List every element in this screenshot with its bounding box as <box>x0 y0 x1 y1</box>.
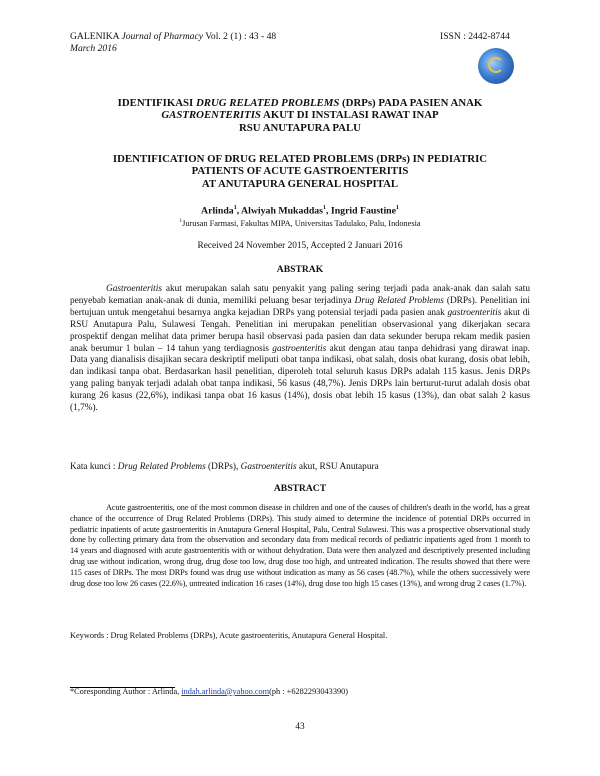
issn: ISSN : 2442-8744 <box>440 31 510 42</box>
title-en-line2: PATIENTS OF ACUTE GASTROENTERITIS <box>191 165 409 178</box>
abstract-body: Acute gastroenteritis, one of the most common disease in children and one of the causes of children's death in the world, has a great chance of the occurrence of Drug Related Problems (DRPs). This study aimed to determine the incidence of potential DRPs occurred in pediatric inpatients of acute gastroenteritis in Anutapura General Hospital, Palu, Central Sulawesi. This was a prospective observational study done by collecting primary data from the observation and secondary data from medical records of pediatric inpatients aged from 1 month to 14 years and diagnosed with acute gastroenteritis with or without dehydration. Data were then analyzed and descriptively presented including drug use without indication, wrong drug, drug dose too low, drug dose too high, and untreated indication. The results showed that there were 115 cases of DRPs. The most DRPs found was drug use without indication as many as 56 cases (48.7%), while the others successively were drug dose too low 26 cases (22.6%), untreated indication 16 cases (14%), drug dose too high 15 cases (13%), and wrong drug 2 cases (1.7%). <box>70 503 530 588</box>
title-en-line1: IDENTIFICATION OF DRUG RELATED PROBLEMS (DRPs) IN PEDIATRIC <box>112 153 488 165</box>
abstrak-text: (DRPs). Penelitian ini bertujuan untuk mengetahui besarnya angka kejadian DRPs yang potensial terjadi pada pasien anak <box>70 295 531 318</box>
kata-kunci-text: akut, RSU Anutapura <box>296 462 379 472</box>
kata-kunci-term: Drug Related Problems <box>117 462 206 472</box>
title-id-part: AKUT DI INSTALASI RAWAT INAP <box>260 109 439 122</box>
title-id-line3: RSU ANUTAPURA PALU <box>239 121 361 134</box>
abstrak-text: akut di RSU Anutapura Palu, Sulawesi Tengah. Penelitian ini merupakan penelitian observasional yang dikerjakan secara prospektif dengan melihat data primer berupa hasil observasi pada pasien dan data sekunder berupa rekam medik pasien anak berumur 1 bulan – 14 tahun yang terdiagnosis <box>70 307 530 354</box>
affiliation-text: Jurusan Farmasi, Fakultas MIPA, Universitas Tadulako, Palu, Indonesia <box>182 218 421 228</box>
journal-volume: Vol. 2 (1) : 43 - 48 <box>202 31 277 42</box>
logo-swirl <box>488 57 504 73</box>
page-number: 43 <box>295 722 305 732</box>
kata-kunci-label: Kata kunci : <box>70 462 118 472</box>
abstrak-text: akut merupakan salah satu penyakit yang paling sering terjadi pada anak-anak dan salah satu penyebab kematian anak-anak di dunia, memiliki peluang besar terjadinya <box>70 284 531 306</box>
author-3: Ingrid Faustine <box>330 205 396 217</box>
author-sup: 1 <box>233 205 237 211</box>
author-sup: 1 <box>395 205 399 211</box>
title-en <box>60 153 540 190</box>
footnote <box>70 687 348 696</box>
abstrak-term: Gastroenteritis <box>106 284 162 294</box>
title-id-part: GASTROENTERITIS <box>161 109 261 122</box>
title-id-part: (DRPs) PADA PASIEN ANAK <box>339 97 483 109</box>
author-1: Arlinda <box>201 205 234 217</box>
keywords: Keywords : Drug Related Problems (DRPs), Acute gastroenteritis, Anutapura General Hospital. <box>70 631 388 640</box>
title-en-line3: AT ANUTAPURA GENERAL HOSPITAL <box>201 177 399 190</box>
author-email-link[interactable]: indah.arlinda@yahoo.com <box>181 687 270 696</box>
affiliation <box>60 218 540 228</box>
kata-kunci <box>70 462 379 472</box>
abstrak-heading: ABSTRAK <box>276 264 324 275</box>
journal-header <box>70 31 276 43</box>
kata-kunci-term: Gastroenteritis <box>240 462 297 472</box>
affiliation-sup: 1 <box>179 218 183 224</box>
kata-kunci-text: (DRPs), <box>205 462 241 472</box>
abstrak-term: gastroenteritis <box>272 343 327 354</box>
title-id-part: IDENTIFIKASI <box>117 97 196 109</box>
received-date: Received 24 November 2015, Accepted 2 Januari 2016 <box>197 241 403 251</box>
abstrak-term: gastroenteritis <box>447 307 502 318</box>
abstrak-text: akut dengan atau tanpa dehidrasi yang dirawat inap. Data yang dianalisis disajikan secara deskriptif meliputi obat tanpa indikasi, obat salah, dosis obat kurang, dosis obat lebih, dan indikasi tanpa obat. Berdasarkan hasil penelitian, diperoleh total seluruh kasus DRPs adalah 115 kasus. Jenis DRPs yang paling banyak terjadi adalah obat tanpa indikasi, 56 kasus (48,7%). Jenis DRPs lain berturut-turut adalah dosis obat kurang 26 kasus (22,6%), indikasi tanpa obat 16 kasus (14%), dosis obat lebih 15 kasus (13%), dan obat salah 2 kasus (1,7%). <box>70 343 530 414</box>
title-id-part: DRUG RELATED PROBLEMS <box>195 97 340 109</box>
journal-prefix: GALENIKA <box>70 31 122 42</box>
author-sup: 1 <box>323 205 326 211</box>
abstrak-body <box>70 284 530 415</box>
authors: Arlinda$^1$, Alwiyah Mukaddas$^1$, Ingrid Faustine$^1$ <box>201 205 399 217</box>
abstract-heading: ABSTRACT <box>273 483 327 494</box>
footnote-prefix: *Coresponding Author : Arlinda, <box>70 687 182 696</box>
footnote-suffix: (ph : +6282293043390) <box>269 687 349 696</box>
journal-date: March 2016 <box>70 43 117 54</box>
title-id <box>60 97 540 134</box>
author-2: Alwiyah Mukaddas <box>241 205 323 217</box>
journal-name: Journal of Pharmacy <box>121 31 203 42</box>
abstrak-term: Drug Related Problems <box>354 295 444 306</box>
